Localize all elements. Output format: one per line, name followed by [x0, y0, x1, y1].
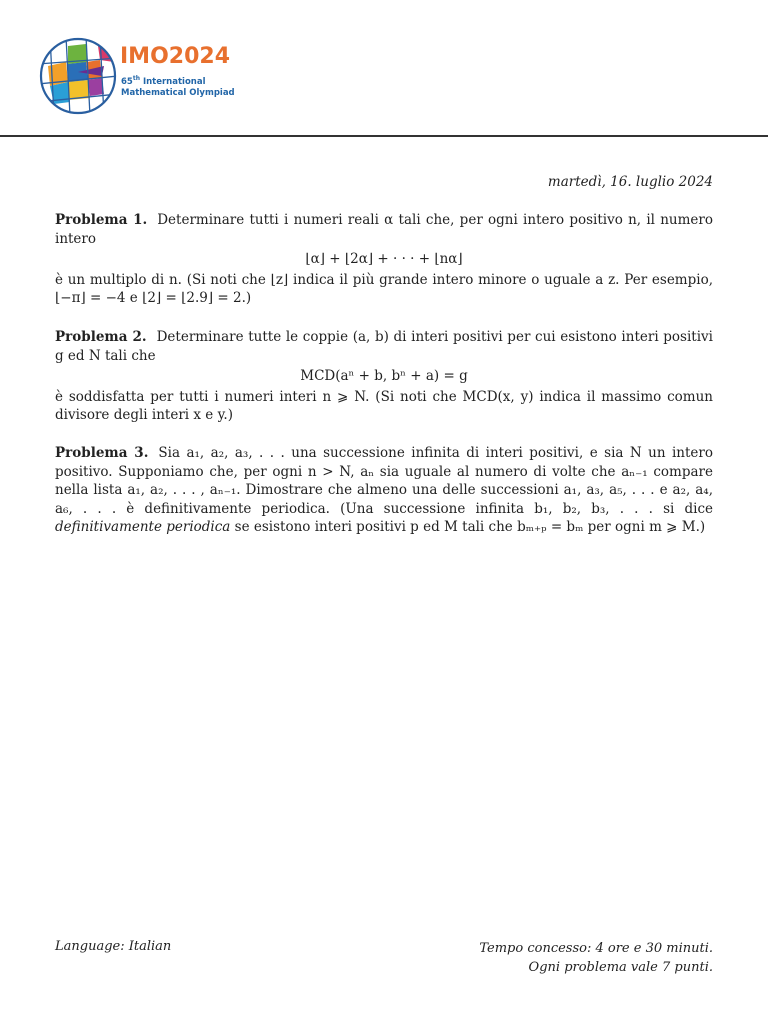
- problem-text: Determinare tutte le coppie (a, b) di interi positivi per cui esistono interi positivi g ed N tali che: [55, 329, 713, 364]
- problem-text: è un multiplo di n. (Si noti che ⌊z⌋ indica il più grande intero minore o uguale a z. Per esempio, ⌊−π⌋ = −4 e ⌊2⌋ = ⌊2.9⌋ = 2.): [55, 271, 713, 306]
- problem-3: [55, 444, 713, 537]
- page-header: [0, 0, 768, 137]
- imo-logo-title: IMO2024: [120, 44, 231, 69]
- footer-language: Language: Italian: [55, 939, 172, 954]
- imo-logo-subtitle: 65th International Mathematical Olympiad: [121, 75, 235, 98]
- exam-date: martedì, 16. luglio 2024: [547, 174, 713, 190]
- problem-title: Problema 2.: [55, 329, 147, 345]
- problem-text: se esistono interi positivi p ed M tali che bₘ₊ₚ = bₘ per ogni m ⩾ M.): [234, 519, 706, 535]
- footer-time: Tempo concesso: 4 ore e 30 minuti.: [479, 941, 713, 956]
- footer-info: [479, 939, 713, 977]
- problem-text: Sia a₁, a₂, a₃, . . . una successione infinita di interi positivi, e sia N un intero positivo. Supponiamo che, per ogni n > N, aₙ sia uguale al numero di volte che aₙ₋₁ compare nella lista a₁, a₂, . . . , aₙ₋₁. Dimostrare che almeno una delle successioni a₁, a₃, a₅, . . . e a₂, a₄, a₆, . . . è definitivamente periodica. (Una successione infinita b₁, b₂, b₃, . . . si dice: [55, 445, 713, 517]
- problem-text: Determinare tutti i numeri reali α tali che, per ogni intero positivo n, il numero intero: [55, 212, 713, 247]
- problem-emphasis: definitivamente periodica: [55, 519, 231, 535]
- problem-formula: MCD(aⁿ + b, bⁿ + a) = g: [300, 368, 468, 384]
- footer-points: Ogni problema vale 7 punti.: [528, 960, 713, 975]
- problem-title: Problema 3.: [55, 445, 149, 461]
- problem-1: [55, 211, 713, 308]
- header-divider: [0, 135, 768, 137]
- problem-title: Problema 1.: [55, 212, 148, 228]
- imo-globe-logo-icon: [38, 36, 118, 116]
- problem-formula: ⌊α⌋ + ⌊2α⌋ + · · · + ⌊nα⌋: [305, 251, 463, 267]
- problem-text: è soddisfatta per tutti i numeri interi n ⩾ N. (Si noti che MCD(x, y) indica il massimo comun divisore degli interi x e y.): [55, 388, 713, 423]
- problem-2: [55, 328, 713, 425]
